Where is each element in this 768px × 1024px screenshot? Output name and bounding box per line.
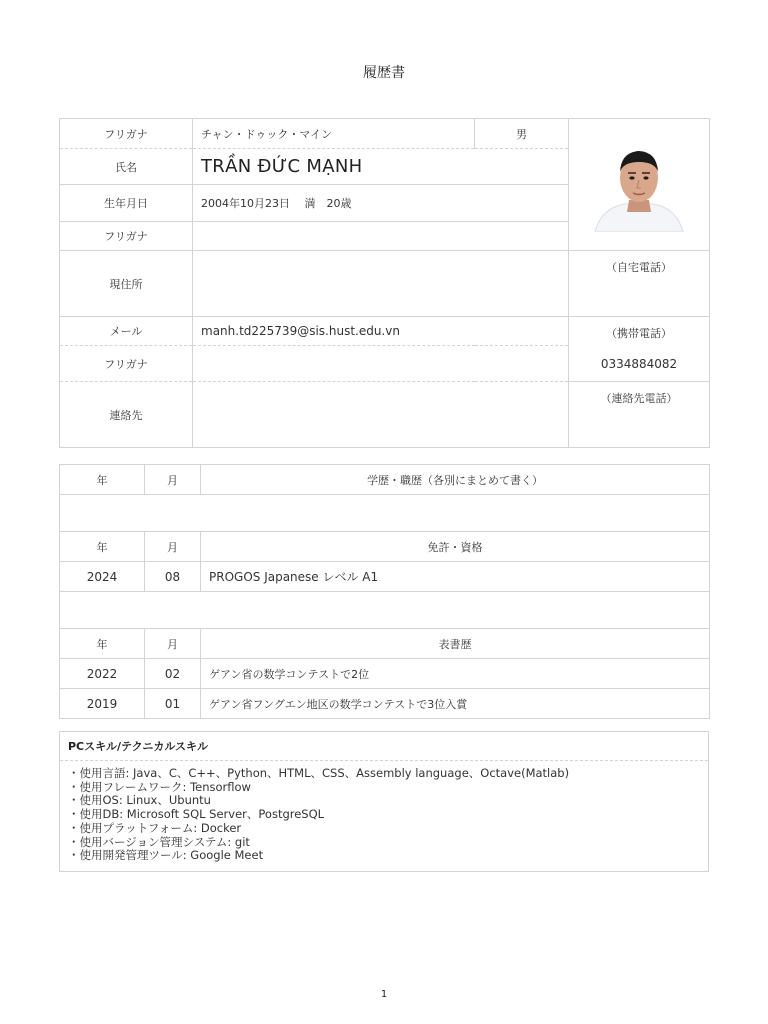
- award-month: 02: [145, 659, 201, 689]
- contact-furigana-value: [193, 346, 569, 382]
- name-value: TRẦN ĐỨC MẠNH: [193, 149, 569, 185]
- mobile-phone-label: （携帯電話）: [606, 327, 672, 340]
- skill-line: ・使用DB: Microsoft SQL Server、PostgreSQL: [68, 807, 325, 822]
- skill-line: ・使用OS: Linux、Ubuntu: [68, 793, 211, 808]
- profile-table: [59, 118, 710, 448]
- license-empty-row: [60, 592, 710, 629]
- history-table: [59, 464, 710, 719]
- photo-cell: [569, 119, 710, 251]
- birth-label: 生年月日: [60, 185, 193, 222]
- award-year: 2019: [60, 689, 145, 719]
- skill-line: ・使用プラットフォーム: Docker: [68, 820, 242, 835]
- name-label: 氏名: [60, 149, 193, 185]
- page-title: 履歴書: [363, 65, 405, 81]
- mobile-phone-cell: [569, 317, 710, 382]
- award-year: 2022: [60, 659, 145, 689]
- skills-title: PCスキル/テクニカルスキル: [60, 732, 709, 761]
- birth-value: 2004年10月23日 満 20歳: [193, 185, 569, 222]
- page-number: 1: [380, 989, 388, 1000]
- contact-label: 連絡先: [60, 382, 193, 448]
- skill-line: ・使用開発管理ツール: Google Meet: [68, 848, 264, 863]
- address-furigana-value: [193, 222, 569, 251]
- contact-phone-label: （連絡先電話）: [600, 392, 678, 405]
- award-text: ゲアン省の数学コンテストで2位: [201, 659, 710, 689]
- awards-year-header: 年: [60, 629, 145, 659]
- skill-line: ・使用言語: Java、C、C++、Python、HTML、CSS、Assembly language、Octave(Matlab): [68, 766, 570, 780]
- education-month-header: 月: [145, 465, 201, 495]
- email-label: メール: [60, 317, 193, 346]
- license-text: PROGOS Japanese レベル A1: [201, 562, 710, 592]
- skills-body: [60, 761, 709, 872]
- home-phone-cell: [569, 251, 710, 317]
- table-row: [60, 689, 710, 719]
- award-text: ゲアン省フングエン地区の数学コンテストで3位入賞: [201, 689, 710, 719]
- home-phone-label: （自宅電話）: [606, 261, 672, 274]
- license-year-header: 年: [60, 532, 145, 562]
- education-header: 学歴・職歴（各別にまとめて書く）: [201, 465, 710, 495]
- furigana-value: チャン・ドゥック・マイン: [193, 119, 475, 149]
- table-row: [60, 562, 710, 592]
- skill-line: ・使用バージョン管理システム: git: [68, 834, 250, 849]
- contact-furigana-label: フリガナ: [60, 346, 193, 382]
- contact-phone-cell: [569, 382, 710, 448]
- profile-photo: [591, 136, 687, 232]
- mobile-phone-value: 0334884082: [600, 357, 678, 371]
- license-month: 08: [145, 562, 201, 592]
- skills-table: [59, 731, 709, 872]
- skill-line: ・使用フレームワーク: Tensorflow: [68, 779, 251, 794]
- address-label: 現住所: [60, 251, 193, 317]
- furigana-label: フリガナ: [60, 119, 193, 149]
- address-furigana-label: フリガナ: [60, 222, 193, 251]
- license-month-header: 月: [145, 532, 201, 562]
- education-empty-row: [60, 495, 710, 532]
- table-row: [60, 659, 710, 689]
- award-month: 01: [145, 689, 201, 719]
- contact-value: [193, 382, 569, 448]
- address-value: [193, 251, 569, 317]
- license-header: 免許・資格: [201, 532, 710, 562]
- awards-month-header: 月: [145, 629, 201, 659]
- gender-value: 男: [475, 119, 569, 149]
- awards-header: 表書歴: [201, 629, 710, 659]
- license-year: 2024: [60, 562, 145, 592]
- education-year-header: 年: [60, 465, 145, 495]
- email-value: manh.td225739@sis.hust.edu.vn: [193, 317, 569, 346]
